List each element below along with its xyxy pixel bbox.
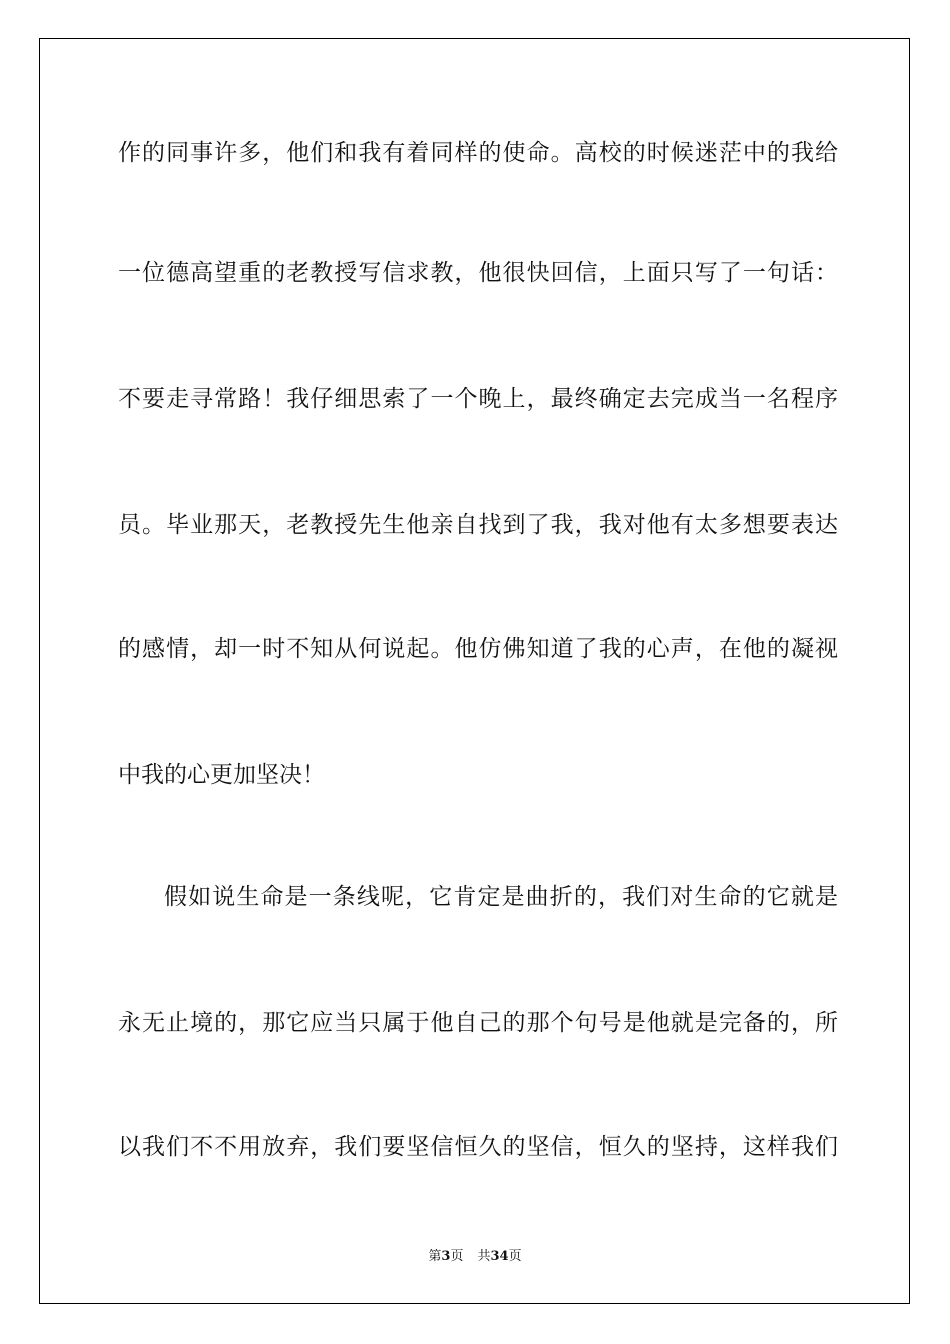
body-line-6: 中我的心更加坚决！ xyxy=(118,762,325,788)
body-line-5: 的感情，却一时不知从何说起。他仿佛知道了我的心声，在他的凝视 xyxy=(118,636,838,662)
page-suffix: 页 xyxy=(450,1249,464,1264)
body-line-2: 一位德高望重的老教授写信求教，他很快回信，上面只写了一句话： xyxy=(118,260,838,286)
body-line-8: 永无止境的，那它应当只属于他自己的那个句号是他就是完备的，所 xyxy=(118,1010,838,1036)
page-border xyxy=(39,38,910,1304)
body-line-1: 作的同事许多，他们和我有着同样的使命。高校的时候迷茫中的我给 xyxy=(118,140,838,166)
total-prefix: 共 xyxy=(477,1249,491,1264)
body-line-3: 不要走寻常路！我仔细思索了一个晚上，最终确定去完成当一名程序 xyxy=(118,386,838,412)
body-line-9: 以我们不不用放弃，我们要坚信恒久的坚信，恒久的坚持，这样我们 xyxy=(118,1134,838,1160)
page-number: 3 xyxy=(441,1249,451,1264)
body-line-4: 员。毕业那天，老教授先生他亲自找到了我，我对他有太多想要表达 xyxy=(118,512,838,538)
total-suffix: 页 xyxy=(508,1249,522,1264)
body-line-7: 假如说生命是一条线呢，它肯定是曲折的，我们对生命的它就是 xyxy=(164,884,838,910)
page-prefix: 第 xyxy=(428,1249,442,1264)
total-pages: 34 xyxy=(490,1249,509,1264)
page-footer xyxy=(0,1248,950,1266)
